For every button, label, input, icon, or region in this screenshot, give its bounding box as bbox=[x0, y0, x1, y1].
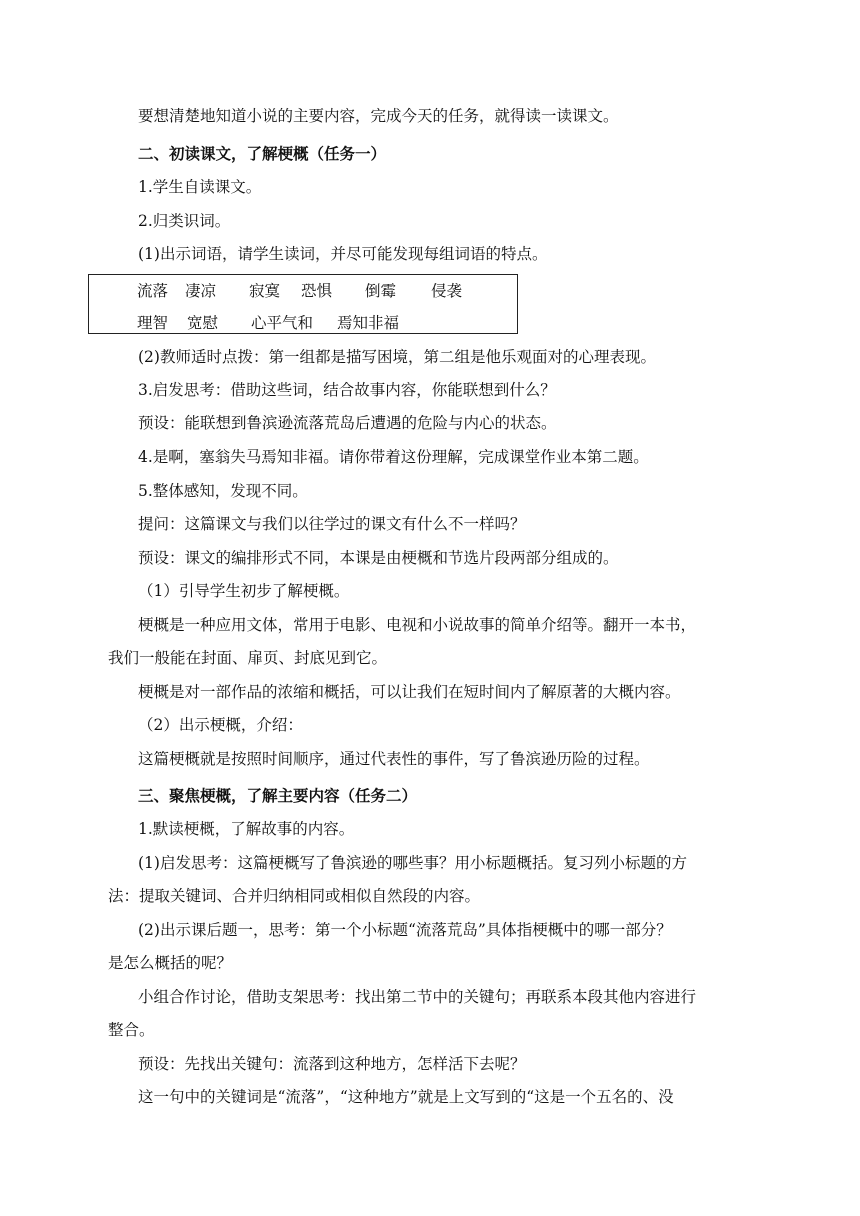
task2-step-1: 1.默读梗概，了解故事的内容。 bbox=[138, 820, 355, 838]
task2-step-1-1: (1)启发思考：这篇梗概写了鲁滨逊的哪些事？用小标题概括。复习列小标题的方 bbox=[138, 854, 687, 872]
step-1: 1.学生自读课文。 bbox=[138, 178, 262, 196]
vocab-word: 倒霉 bbox=[365, 282, 397, 300]
question-1: 提问：这篇课文与我们以往学过的课文有什么不一样吗？ bbox=[138, 515, 526, 533]
step-2: 2.归类识词。 bbox=[138, 212, 231, 230]
vocab-row-1 bbox=[89, 281, 517, 301]
section-heading-2: 二、初读课文，了解梗概（任务一） bbox=[138, 144, 387, 163]
step-5: 5.整体感知，发现不同。 bbox=[138, 482, 308, 500]
vocab-word: 理智 bbox=[137, 314, 169, 332]
paragraph-synopsis-desc: 这篇梗概就是按照时间顺序，通过代表性的事件，写了鲁滨逊历险的过程。 bbox=[138, 750, 650, 768]
vocab-word: 流落 bbox=[137, 282, 169, 300]
group-discussion: 小组合作讨论，借助支架思考：找出第二节中的关键句；再联系本段其他内容进行 bbox=[138, 988, 697, 1006]
preset-1: 预设：能联想到鲁滨逊流落荒岛后遭遇的危险与内心的状态。 bbox=[138, 414, 557, 432]
step-4: 4.是啊，塞翁失马焉知非福。请你带着这份理解，完成课堂作业本第二题。 bbox=[138, 448, 649, 466]
vocab-word: 焉知非福 bbox=[337, 314, 400, 332]
vocab-word: 恐惧 bbox=[301, 282, 333, 300]
step-3: 3.启发思考：借助这些词，结合故事内容，你能联想到什么？ bbox=[138, 381, 556, 399]
step-2-2: (2)教师适时点拨：第一组都是描写困境，第二组是他乐观面对的心理表现。 bbox=[138, 348, 656, 366]
paragraph-intro: 要想清楚地知道小说的主要内容，完成今天的任务，就得读一读课文。 bbox=[138, 107, 619, 125]
vocab-box bbox=[88, 274, 518, 334]
keyword-analysis: 这一句中的关键词是“流落”，“这种地方”就是上文写到的“这是一个五名的、没 bbox=[138, 1088, 674, 1106]
paragraph-synopsis-def-2: 梗概是对一部作品的浓缩和概括，可以让我们在短时间内了解原著的大概内容。 bbox=[138, 683, 681, 701]
preset-2: 预设：课文的编排形式不同，本课是由梗概和节选片段两部分组成的。 bbox=[138, 549, 619, 567]
vocab-word: 侵袭 bbox=[431, 282, 463, 300]
vocab-word: 寂寞 bbox=[249, 282, 281, 300]
preset-3: 预设：先找出关键句：流落到这种地方，怎样活下去呢？ bbox=[138, 1055, 526, 1073]
vocab-word: 心平气和 bbox=[251, 314, 314, 332]
step-5-1: （1）引导学生初步了解梗概。 bbox=[138, 582, 350, 600]
vocab-word: 凄凉 bbox=[185, 282, 217, 300]
paragraph-synopsis-def-1: 梗概是一种应用文体，常用于电影、电视和小说故事的简单介绍等。翻开一本书， bbox=[138, 616, 697, 634]
vocab-word: 宽慰 bbox=[187, 314, 219, 332]
task2-step-1-2: (2)出示课后题一，思考：第一个小标题“流落荒岛”具体指梗概中的哪一部分？ bbox=[138, 921, 672, 939]
vocab-row-2 bbox=[89, 313, 517, 333]
step-5-2: （2）出示梗概，介绍： bbox=[138, 716, 303, 734]
paragraph-synopsis-def-1-cont: 我们一般能在封面、扉页、封底见到它。 bbox=[108, 649, 388, 667]
section-heading-3: 三、聚焦梗概，了解主要内容（任务二） bbox=[138, 786, 418, 805]
group-discussion-cont: 整合。 bbox=[108, 1021, 155, 1039]
step-2-1: (1)出示词语，请学生读词，并尽可能发现每组词语的特点。 bbox=[138, 245, 548, 263]
task2-step-1-1-cont: 法：提取关键词、合并归纳相同或相似自然段的内容。 bbox=[108, 887, 481, 905]
task2-step-1-2-cont: 是怎么概括的呢？ bbox=[108, 954, 233, 972]
